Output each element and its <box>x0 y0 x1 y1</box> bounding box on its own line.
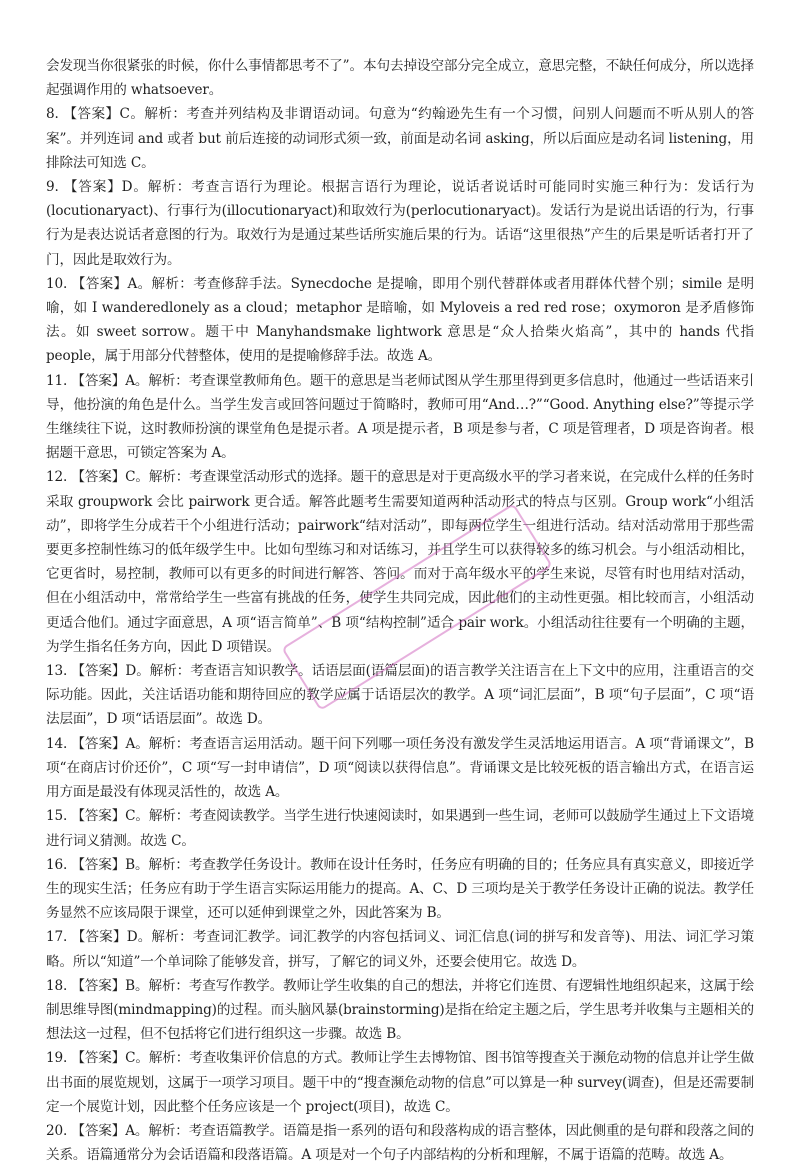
answer-item-9: 9. 【答案】D。解析：考查言语行为理论。根据言语行为理论，说话者说话时可能同时实施三种行为：发话行为(locutionaryact)、行事行为(illocutionaryact)和取效行为(perlocutionaryact)。发话行为是说出话语的行为，行事行为是表达说话者意图的行为。取效行为是通过某些话所实施后果的行为。话语“这里很热”产生的后果是听话者打开了门，因此是取效行为。 <box>46 179 754 268</box>
answer-item-19: 19. 【答案】C。解析：考查收集评价信息的方式。教师让学生去博物馆、图书馆等搜查关于濒危动物的信息并让学生做出书面的展览规划，这属于一项学习项目。题干中的“搜查濒危动物的信息”可以算是一种 survey(调查)，但是还需要制定一个展览计划，因此整个任务应该是一个 project(项目)，故选 C。 <box>46 1050 754 1115</box>
paragraph-continuation: 会发现当你很紧张的时候，你什么事情都思考不了”。本句去掉设空部分完全成立，意思完整，不缺任何成分，所以选择起强调作用的 whatsoever。 <box>46 58 754 99</box>
answer-item-17: 17. 【答案】D。解析：考查词汇教学。词汇教学的内容包括词义、词汇信息(词的拼写和发音等)、用法、词汇学习策略。所以“知道”一个单词除了能够发音，拼写，了解它的词义外，还要会使用它。故选 D。 <box>46 929 754 970</box>
answer-item-11: 11. 【答案】A。解析：考查课堂教师角色。题干的意思是当老师试图从学生那里得到更多信息时，他通过一些话语来引导，他扮演的角色是什么。当学生发言或回答问题过于简略时，教师可用“And…?”“Good. Anything else?”等提示学生继续往下说，这时教师扮演的课堂角色是提示者。A 项是提示者，B 项是参与者，C 项是管理者，D 项是咨询者。根据题干意思，可锁定答案为 A。 <box>46 372 754 462</box>
answer-item-12: 12. 【答案】C。解析：考查课堂活动形式的选择。题干的意思是对于更高级水平的学习者来说，在完成什么样的任务时采取 groupwork 会比 pairwork 更合适。解答此题考生需要知道两种活动形式的特点与区别。Group work“小组活动”，即将学生分成若干个小组进行活动；pairwork“结对活动”，即每两位学生一组进行活动。结对活动常用于那些需要更多控制性练习的低年级学生中。比如句型练习和对话练习，并且学生可以获得较多的练习机会。与小组活动相比，它更省时，易控制，教师可以有更多的时间进行解答、答问。而对于高年级水平的学生来说，尽管有时也用结对活动，但在小组活动中，常常给学生一些富有挑战的任务，使学生共同完成，因此他们的主动性更强。相比较而言，小组活动更适合他们。通过字面意思，A 项“语言简单”、B 项“结构控制”适合 pair work。小组活动往往要有一个明确的主题，为学生指名任务方向，因此 D 项错误。 <box>46 469 754 655</box>
answer-item-8: 8. 【答案】C。解析：考查并列结构及非谓语动词。句意为“约翰逊先生有一个习惯，问别人问题而不听从别人的答案”。并列连词 and 或者 but 前后连接的动词形式须一致，前面是动名词 asking，所以后面应是动名词 listening，用排除法可知选 C。 <box>46 106 754 171</box>
answer-item-18: 18. 【答案】B。解析：考查写作教学。教师让学生收集的自己的想法，并将它们连贯、有逻辑性地组织起来，这属于绘制思维导图(mindmapping)的过程。而头脑风暴(brainstorming)是指在给定主题之后，学生思考并收集与主题相关的想法这一过程，但不包括将它们进行组织这一步骤。故选 B。 <box>46 977 754 1043</box>
answer-item-13: 13. 【答案】D。解析：考查语言知识教学。话语层面(语篇层面)的语言教学关注语言在上下文中的应用，注重语言的交际功能。因此，关注话语功能和期待回应的教学应属于话语层次的教学。A 项“词汇层面”，B 项“句子层面”，C 项“语法层面”，D 项“话语层面”。故选 D。 <box>46 663 754 728</box>
answer-item-16: 16. 【答案】B。解析：考查教学任务设计。教师在设计任务时，任务应有明确的目的；任务应具有真实意义，即接近学生的现实生活；任务应有助于学生语言实际运用能力的提高。A、C、D 三项均是关于教学任务设计正确的说法。教学任务显然不应该局限于课堂，还可以延伸到课堂之外，因此答案为 B。 <box>46 856 754 922</box>
answer-item-10: 10. 【答案】A。解析：考查修辞手法。Synecdoche 是提喻，即用个别代替群体或者用群体代替个别；simile 是明喻，如 I wanderedlonely as a cloud；metaphor 是暗喻，如 Myloveis a red red rose；oxymoron 是矛盾修饰法。如 sweet sorrow。题干中 Manyhandsmake lightwork 意思是“众人拾柴火焰高”，其中的 hands 代指 people，属于用部分代替整体，使用的是提喻修辞手法。故选 A。 <box>46 275 754 365</box>
answer-item-14: 14. 【答案】A。解析：考查语言运用活动。题干问下列哪一项任务没有激发学生灵活地运用语言。A 项“背诵课文”，B 项“在商店讨价还价”，C 项“写一封申请信”，D 项“阅读以获得信息”。背诵课文是比较死板的语言输出方式，在语言运用方面是最没有体现灵活性的，故选 A。 <box>46 735 754 801</box>
answer-item-15: 15. 【答案】C。解析：考查阅读教学。当学生进行快速阅读时，如果遇到一些生词，老师可以鼓励学生通过上下文语境进行词义猜测。故选 C。 <box>46 808 754 849</box>
answer-item-20: 20. 【答案】A。解析：考查语篇教学。语篇是指一系列的语句和段落构成的语言整体，因此侧重的是句群和段落之间的关系。语篇通常分为会话语篇和段落语篇。A 项是对一个句子内部结构的分析和理解，不属于语篇的范畴。故选 A。 <box>46 1122 754 1164</box>
